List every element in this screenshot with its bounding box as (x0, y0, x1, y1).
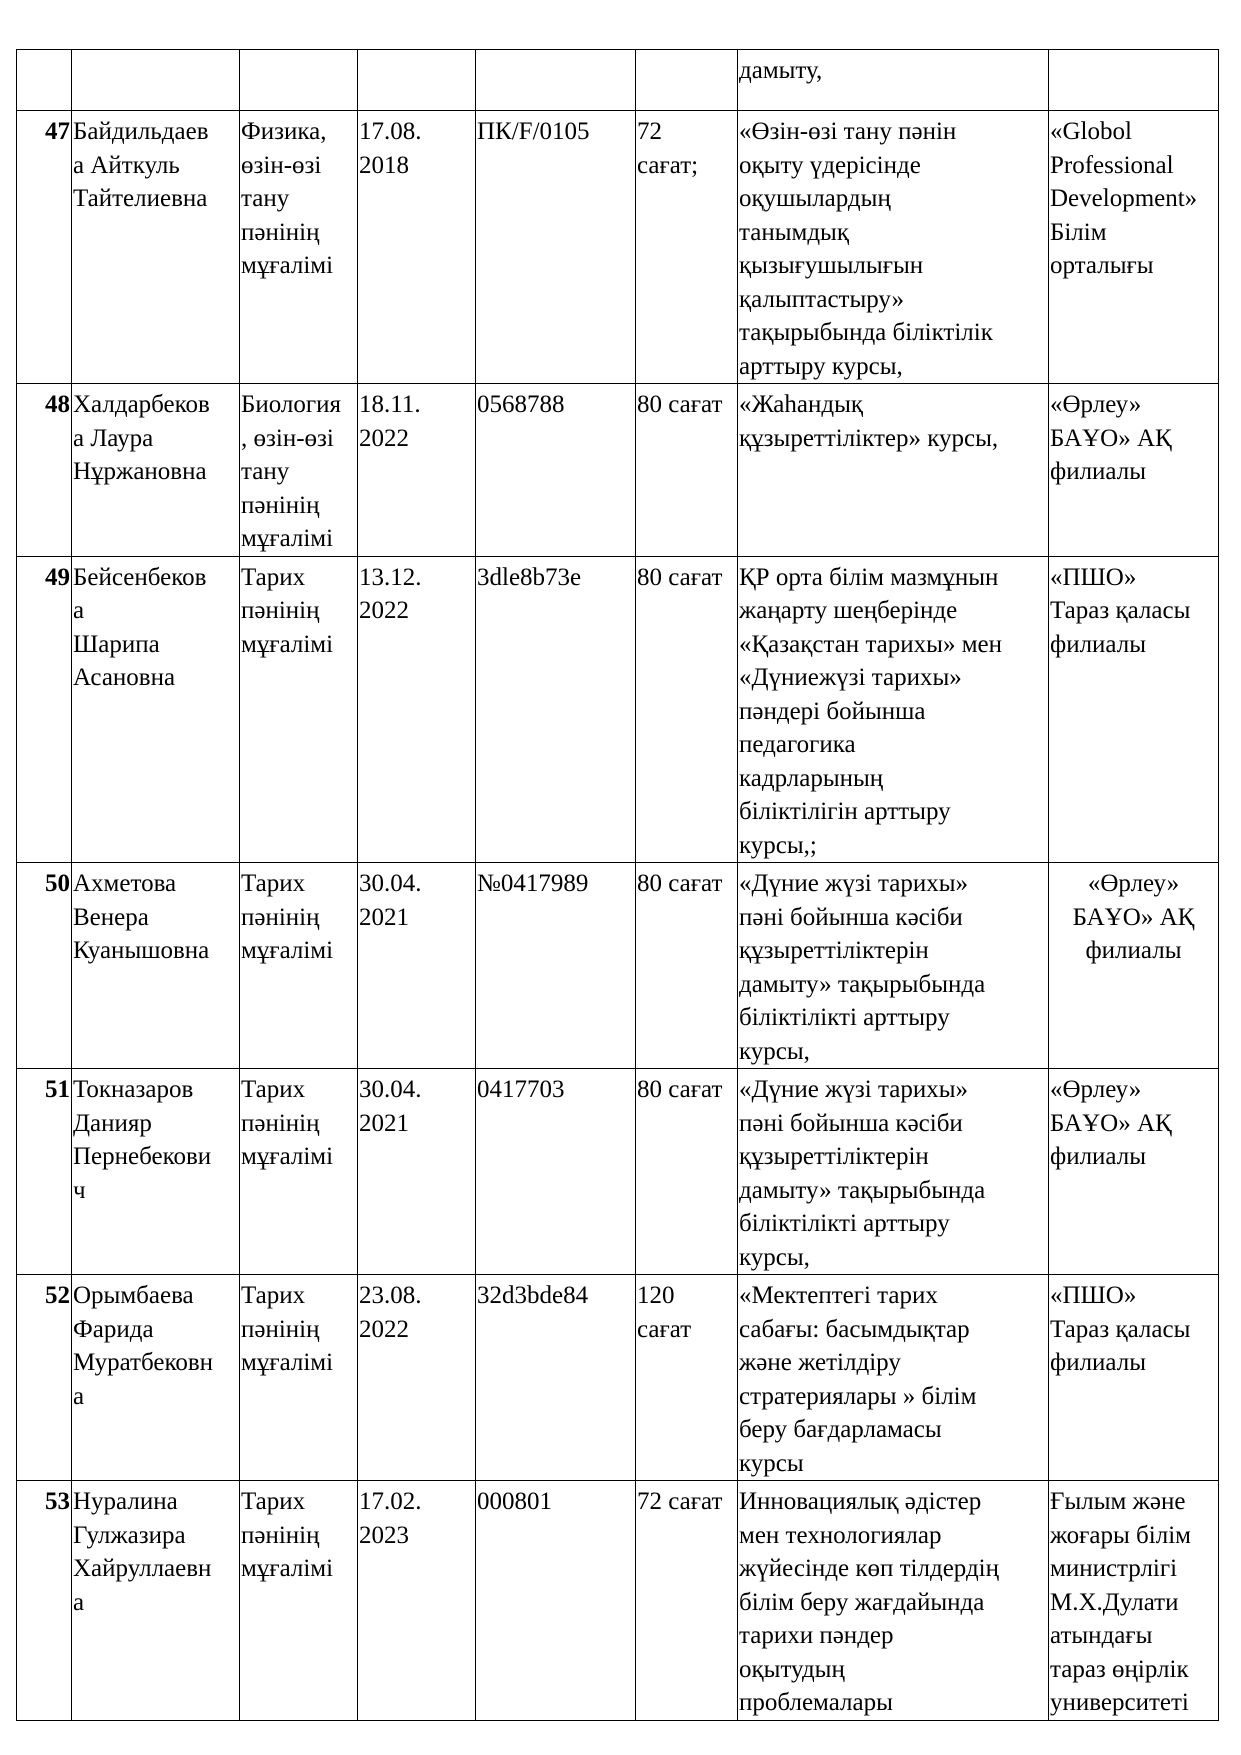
table-row (17, 384, 1219, 557)
organization: «Globol Professional Development» Білім орталығы (1049, 111, 1219, 384)
table-row (17, 111, 1219, 384)
date: 17.02. 2023 (358, 1481, 476, 1721)
date: 17.08. 2018 (358, 111, 476, 384)
course-title: «Дүние жүзі тарихы» пәні бойынша кәсіби құзыреттіліктерін дамыту» тақырыбында біліктілікті арттыру курсы, (738, 1069, 1049, 1275)
table-row (17, 863, 1219, 1069)
teacher-name: Нуралина Гулжазира Хайруллаевн а (72, 1481, 240, 1721)
subject: Тарих пәнінің мұғалімі (240, 863, 358, 1069)
date: 13.12. 2022 (358, 556, 476, 863)
training-records-table (16, 49, 1219, 1721)
certificate-number: 000801 (476, 1481, 636, 1721)
row-number: 50 (17, 863, 72, 1069)
hours: 72 сағат; (636, 111, 738, 384)
organization: Ғылым және жоғары білім министрлігі М.Х.Дулати атындағы тараз өңірлік университеті (1049, 1481, 1219, 1721)
course-title: ҚР орта білім мазмұнын жаңарту шеңберінде «Қазақстан тарихы» мен «Дүниежүзі тарихы» пәндері бойынша педагогика кадрларының біліктілігін арттыру курсы,; (738, 556, 1049, 863)
subject: Тарих пәнінің мұғалімі (240, 556, 358, 863)
teacher-name: Ахметова Венера Куанышовна (72, 863, 240, 1069)
hours: 120 сағат (636, 1275, 738, 1481)
course-title: «Мектептегі тарих сабағы: басымдықтар және жетілдіру стратериялары » білім беру бағдарламасы курсы (738, 1275, 1049, 1481)
certificate-number: ПК/F/0105 (476, 111, 636, 384)
table-row (17, 556, 1219, 863)
subject: Физика, өзін-өзі тану пәнінің мұғалімі (240, 111, 358, 384)
date: 23.08. 2022 (358, 1275, 476, 1481)
course-title: «Жаһандық құзыреттіліктер» курсы, (738, 384, 1049, 557)
course-title: Инновациялық әдістер мен технологиялар жүйесінде көп тілдердің білім беру жағдайында тарихи пәндер оқытудың проблемалары (738, 1481, 1049, 1721)
table-row (17, 1275, 1219, 1481)
hours: 72 сағат (636, 1481, 738, 1721)
teacher-name: Токназаров Данияр Пернебекови ч (72, 1069, 240, 1275)
row-number: 49 (17, 556, 72, 863)
organization: «Өрлеу» БАҰО» АҚ филиалы (1049, 863, 1219, 1069)
organization: «Өрлеу» БАҰО» АҚ филиалы (1049, 1069, 1219, 1275)
date (358, 50, 476, 111)
row-number: 52 (17, 1275, 72, 1481)
organization: «Өрлеу» БАҰО» АҚ филиалы (1049, 384, 1219, 557)
table-row (17, 1481, 1219, 1721)
organization (1049, 50, 1219, 111)
organization: «ПШО» Тараз қаласы филиалы (1049, 1275, 1219, 1481)
subject (240, 50, 358, 111)
date: 18.11. 2022 (358, 384, 476, 557)
certificate-number: 0417703 (476, 1069, 636, 1275)
certificate-number: №0417989 (476, 863, 636, 1069)
teacher-name (72, 50, 240, 111)
certificate-number (476, 50, 636, 111)
teacher-name: Бейсенбеков а Шарипа Асановна (72, 556, 240, 863)
hours: 80 сағат (636, 556, 738, 863)
subject: Тарих пәнінің мұғалімі (240, 1275, 358, 1481)
row-number (17, 50, 72, 111)
certificate-number: 0568788 (476, 384, 636, 557)
date: 30.04. 2021 (358, 1069, 476, 1275)
row-number: 51 (17, 1069, 72, 1275)
course-title: «Дүние жүзі тарихы» пәні бойынша кәсіби құзыреттіліктерін дамыту» тақырыбында біліктілікті арттыру курсы, (738, 863, 1049, 1069)
subject: Тарих пәнінің мұғалімі (240, 1481, 358, 1721)
certificate-number: 32d3bde84 (476, 1275, 636, 1481)
date: 30.04. 2021 (358, 863, 476, 1069)
subject: Биология , өзін-өзі тану пәнінің мұғалімі (240, 384, 358, 557)
subject: Тарих пәнінің мұғалімі (240, 1069, 358, 1275)
teacher-name: Халдарбеков а Лаура Нұржановна (72, 384, 240, 557)
hours: 80 сағат (636, 384, 738, 557)
organization: «ПШО» Тараз қаласы филиалы (1049, 556, 1219, 863)
table-row (17, 50, 1219, 111)
hours: 80 сағат (636, 1069, 738, 1275)
table-row (17, 1069, 1219, 1275)
row-number: 48 (17, 384, 72, 557)
table-body (17, 50, 1219, 1721)
course-title: «Өзін-өзі тану пәнін оқыту үдерісінде оқушылардың танымдық қызығушылығын қалыптастыру» тақырыбында біліктілік арттыру курсы, (738, 111, 1049, 384)
teacher-name: Байдильдаев а Айткуль Тайтелиевна (72, 111, 240, 384)
hours: 80 сағат (636, 863, 738, 1069)
row-number: 53 (17, 1481, 72, 1721)
certificate-number: 3dle8b73e (476, 556, 636, 863)
course-title: дамыту, (738, 50, 1049, 111)
teacher-name: Орымбаева Фарида Муратбековн а (72, 1275, 240, 1481)
row-number: 47 (17, 111, 72, 384)
hours (636, 50, 738, 111)
